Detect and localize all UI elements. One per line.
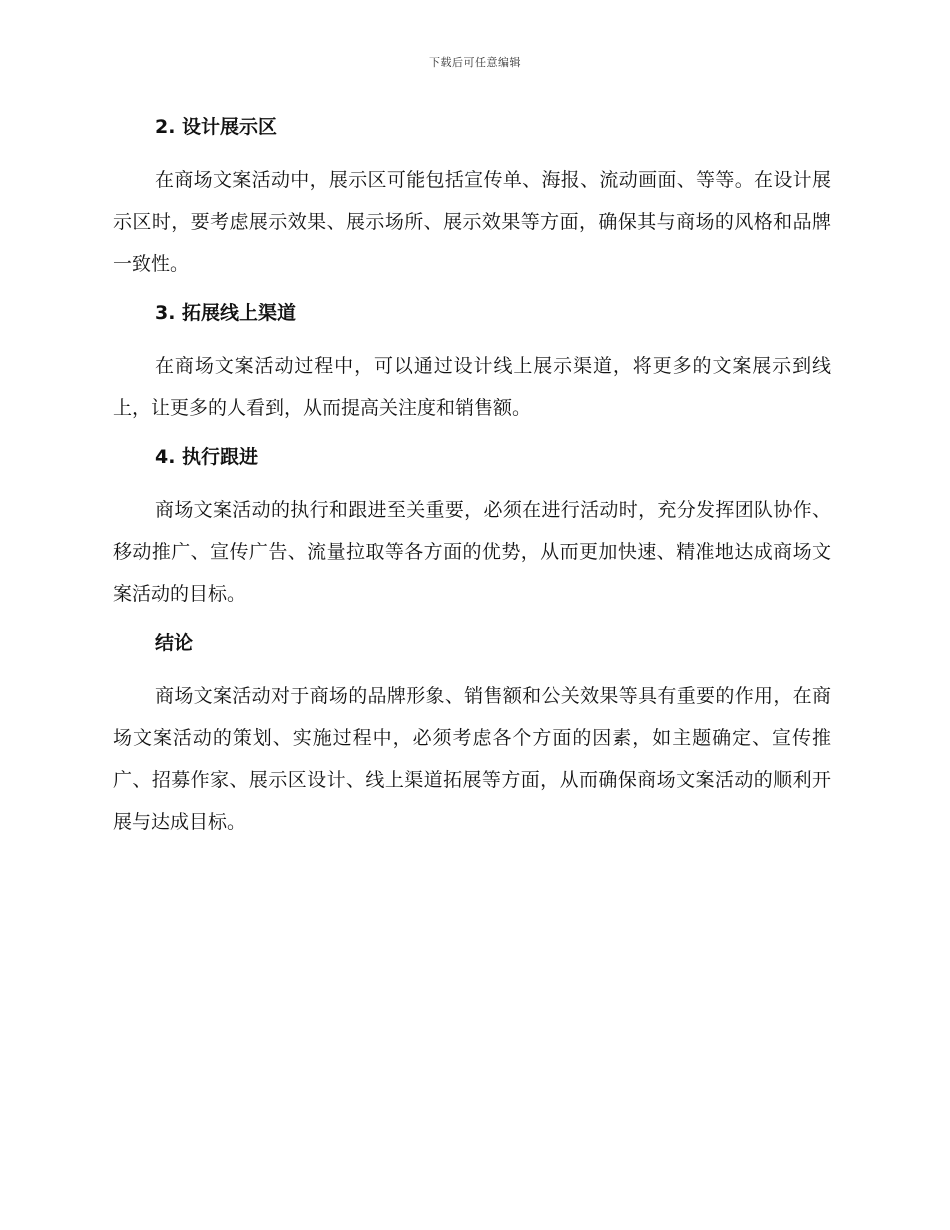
section-online-channels (113, 298, 831, 429)
section-paragraph: 在商场文案活动过程中，可以通过设计线上展示渠道，将更多的文案展示到线上，让更多的人看到，从而提高关注度和销售额。 (113, 355, 831, 419)
section-paragraph: 商场文案活动的执行和跟进至关重要，必须在进行活动时，充分发挥团队协作、移动推广、宣传广告、流量拉取等各方面的优势，从而更加快速、精准地达成商场文案活动的目标。 (113, 499, 831, 605)
section-paragraph: 商场文案活动对于商场的品牌形象、销售额和公关效果等具有重要的作用，在商场文案活动的策划、实施过程中，必须考虑各个方面的因素，如主题确定、宣传推广、招募作家、展示区设计、线上渠道拓展等方面，从而确保商场文案活动的顺利开展与达成目标。 (113, 685, 831, 833)
section-heading: 4. 执行跟进 (155, 446, 259, 468)
document-body (113, 112, 831, 856)
section-execution-followup (113, 442, 831, 615)
page-header: 下载后可任意编辑 (429, 56, 521, 69)
section-heading: 2. 设计展示区 (155, 116, 278, 138)
section-conclusion (113, 628, 831, 843)
section-heading: 结论 (155, 632, 194, 654)
section-paragraph: 在商场文案活动中，展示区可能包括宣传单、海报、流动画面、等等。在设计展示区时，要考虑展示效果、展示场所、展示效果等方面，确保其与商场的风格和品牌一致性。 (113, 169, 831, 275)
section-design-display-area (113, 112, 831, 285)
section-heading: 3. 拓展线上渠道 (155, 302, 297, 324)
